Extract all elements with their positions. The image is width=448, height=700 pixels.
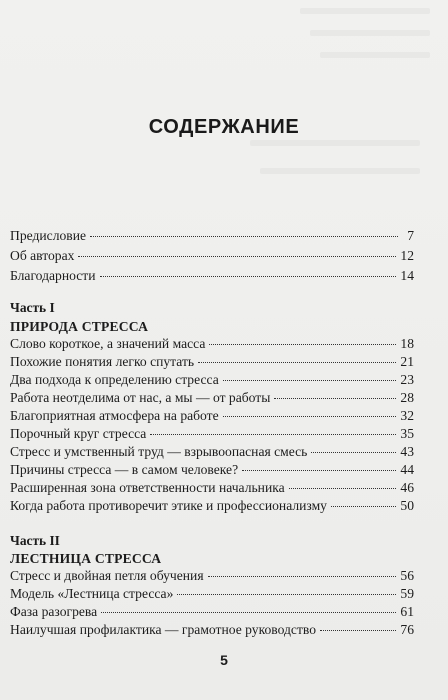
toc-entry-page: 56 — [400, 568, 414, 583]
toc-entry-page: 14 — [400, 268, 414, 283]
toc-entry-title: Похожие понятия легко спутать — [10, 354, 195, 369]
toc-entry — [10, 266, 414, 286]
toc-entry — [10, 226, 414, 246]
toc-entry — [10, 478, 414, 498]
toc-entry — [10, 460, 414, 480]
bleed-through-mark — [260, 168, 420, 174]
toc-entry — [10, 566, 414, 586]
bleed-through-mark — [250, 140, 420, 146]
toc-entry-page: 44 — [400, 462, 414, 477]
dot-leader — [311, 452, 396, 453]
toc-entry-title: Порочный круг стресса — [10, 426, 147, 441]
toc-entry-title: Два подхода к определению стресса — [10, 372, 219, 387]
toc-entry-title: Фаза разогрева — [10, 604, 98, 619]
toc-entry-title: Предисловие — [10, 228, 87, 243]
toc-entry — [10, 496, 414, 516]
part-title: ЛЕСТНИЦА СТРЕССА — [10, 551, 162, 566]
toc-entry-page: 43 — [400, 444, 414, 459]
dot-leader — [78, 256, 396, 257]
dot-leader — [90, 236, 398, 237]
dot-leader — [150, 434, 396, 435]
dot-leader — [223, 416, 397, 417]
dot-leader — [100, 276, 397, 277]
toc-entry-page: 12 — [400, 248, 414, 263]
part-label: Часть II — [10, 533, 60, 548]
page-title: СОДЕРЖАНИЕ — [148, 116, 300, 138]
toc-entry-title: Благодарности — [10, 268, 96, 283]
toc-entry-title: Расширенная зона ответственности начальника — [10, 480, 285, 495]
dot-leader — [209, 344, 396, 345]
toc-entry — [10, 334, 414, 354]
dot-leader — [320, 630, 396, 631]
toc-entry-title: Модель «Лестница стресса» — [10, 586, 174, 601]
toc-entry-page: 76 — [400, 622, 414, 637]
toc-entry — [10, 424, 414, 444]
toc-entry-page: 50 — [400, 498, 414, 513]
dot-leader — [242, 470, 396, 471]
toc-entry-title: Причины стресса — в самом человеке? — [10, 462, 239, 477]
toc-entry-title: Наилучшая профилактика — грамотное руководство — [10, 622, 317, 637]
toc-entry-page: 59 — [400, 586, 414, 601]
toc-entry-page: 23 — [400, 372, 414, 387]
dot-leader — [177, 594, 396, 595]
toc-entry — [10, 388, 414, 408]
page-number: 5 — [220, 652, 228, 668]
bleed-through-mark — [310, 30, 430, 36]
dot-leader — [331, 506, 396, 507]
toc-entry-page: 18 — [400, 336, 414, 351]
toc-entry — [10, 370, 414, 390]
toc-entry-page: 7 — [407, 228, 414, 243]
toc-entry — [10, 442, 414, 462]
toc-entry-page: 46 — [400, 480, 414, 495]
toc-entry — [10, 620, 414, 640]
dot-leader — [289, 488, 397, 489]
dot-leader — [208, 576, 397, 577]
dot-leader — [274, 398, 396, 399]
dot-leader — [101, 612, 396, 613]
toc-entry — [10, 246, 414, 266]
toc-entry — [10, 352, 414, 372]
toc-entry-title: Работа неотделима от нас, а мы — от работы — [10, 390, 271, 405]
toc-entry-page: 35 — [400, 426, 414, 441]
part-title: ПРИРОДА СТРЕССА — [10, 319, 149, 334]
toc-entry-page: 61 — [400, 604, 414, 619]
toc-entry-title: Об авторах — [10, 248, 75, 263]
toc-entry-page: 32 — [400, 408, 414, 423]
toc-entry — [10, 584, 414, 604]
toc-entry-title: Благоприятная атмосфера на работе — [10, 408, 219, 423]
toc-entry — [10, 406, 414, 426]
toc-entry-page: 28 — [400, 390, 414, 405]
toc-entry-title: Когда работа противоречит этике и профессионализму — [10, 498, 327, 513]
part-label: Часть I — [10, 300, 55, 315]
toc-entry-page: 21 — [400, 354, 414, 369]
toc-entry-title: Слово короткое, а значений масса — [10, 336, 206, 351]
bleed-through-mark — [300, 8, 430, 14]
toc-entry — [10, 602, 414, 622]
dot-leader — [198, 362, 396, 363]
toc-entry-title: Стресс и двойная петля обучения — [10, 568, 204, 583]
bleed-through-mark — [320, 52, 430, 58]
dot-leader — [223, 380, 397, 381]
toc-entry-title: Стресс и умственный труд — взрывоопасная смесь — [10, 444, 308, 459]
